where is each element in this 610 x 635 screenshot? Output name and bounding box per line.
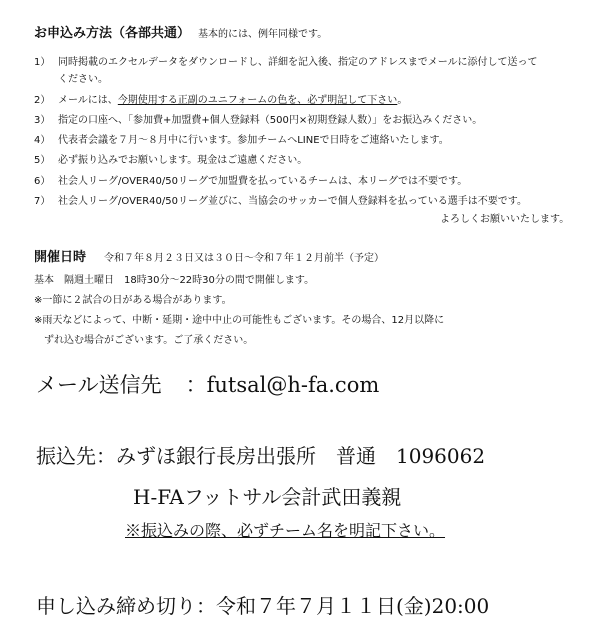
schedule-label: 開催日時 <box>34 250 87 265</box>
schedule-line: 基本 隔週土曜日 18時30分～22時30分の間で開催します。 <box>34 275 315 286</box>
email-address: ：futsal@h-fa.com <box>185 373 380 397</box>
schedule-line: ずれ込む場合がございます。ご了承ください。 <box>34 335 254 346</box>
email-label: メール送信先 <box>36 373 162 397</box>
schedule-line: ※一節に２試合の日がある場合があります。 <box>34 295 232 306</box>
list-item: 7） 社会人リーグ/OVER40/50リーグ並びに、当協会のサッカーで個人登録料を払っている選手は不要です。 <box>34 196 527 207</box>
list-item: 6） 社会人リーグ/OVER40/50リーグで加盟費を払っているチームは、本リーグでは不要です。 <box>34 176 468 187</box>
list-item-continued: ください。 <box>58 74 108 85</box>
list-item: 4） 代表者会議を７月～８月中に行います。参加チームへLINEで日時をご連絡いたします。 <box>34 135 449 146</box>
list-item: 2） メールには、今期使用する正副のユニフォームの色を、必ず明記して下さい。 <box>34 95 408 106</box>
bank-account-holder: H-FAフットサル会計武田義親 <box>133 485 402 509</box>
section-heading <box>34 22 327 41</box>
email-row <box>36 369 379 399</box>
bank-account: 振込先：みずほ銀行長房出張所 普通 1096062 <box>36 444 486 468</box>
closing-text: よろしくお願いいたします。 <box>440 214 570 225</box>
bank-note: ※振込みの際、必ずチーム名を明記下さい。 <box>125 521 446 540</box>
deadline: 申し込み締め切り：令和７年７月１１日(金)20:00 <box>36 594 490 618</box>
uniform-color-note: 今期使用する正副のユニフォームの色を、必ず明記して下さい <box>117 95 398 106</box>
schedule-line: ※雨天などによって、中断・延期・途中中止の可能性もございます。その場合、12月以降に <box>34 315 445 326</box>
schedule-value: 令和７年８月２３日又は３０日～令和７年１２月前半（予定） <box>104 253 385 264</box>
section-title: お申込み方法（各部共通） <box>34 26 191 41</box>
list-item: 3） 指定の口座へ、「参加費+加盟費+個人登録料（500円×初期登録人数）」をお振込みください。 <box>34 115 483 126</box>
list-item: 5） 必ず振り込みでお願いします。現金はご遠慮ください。 <box>34 155 308 166</box>
section-note: 基本的には、例年同様です。 <box>198 29 328 40</box>
schedule-heading <box>34 246 384 265</box>
list-item: 1） 同時掲載のエクセルデータをダウンロードし、詳細を記入後、指定のアドレスまでメールに添付して送って <box>34 57 538 68</box>
